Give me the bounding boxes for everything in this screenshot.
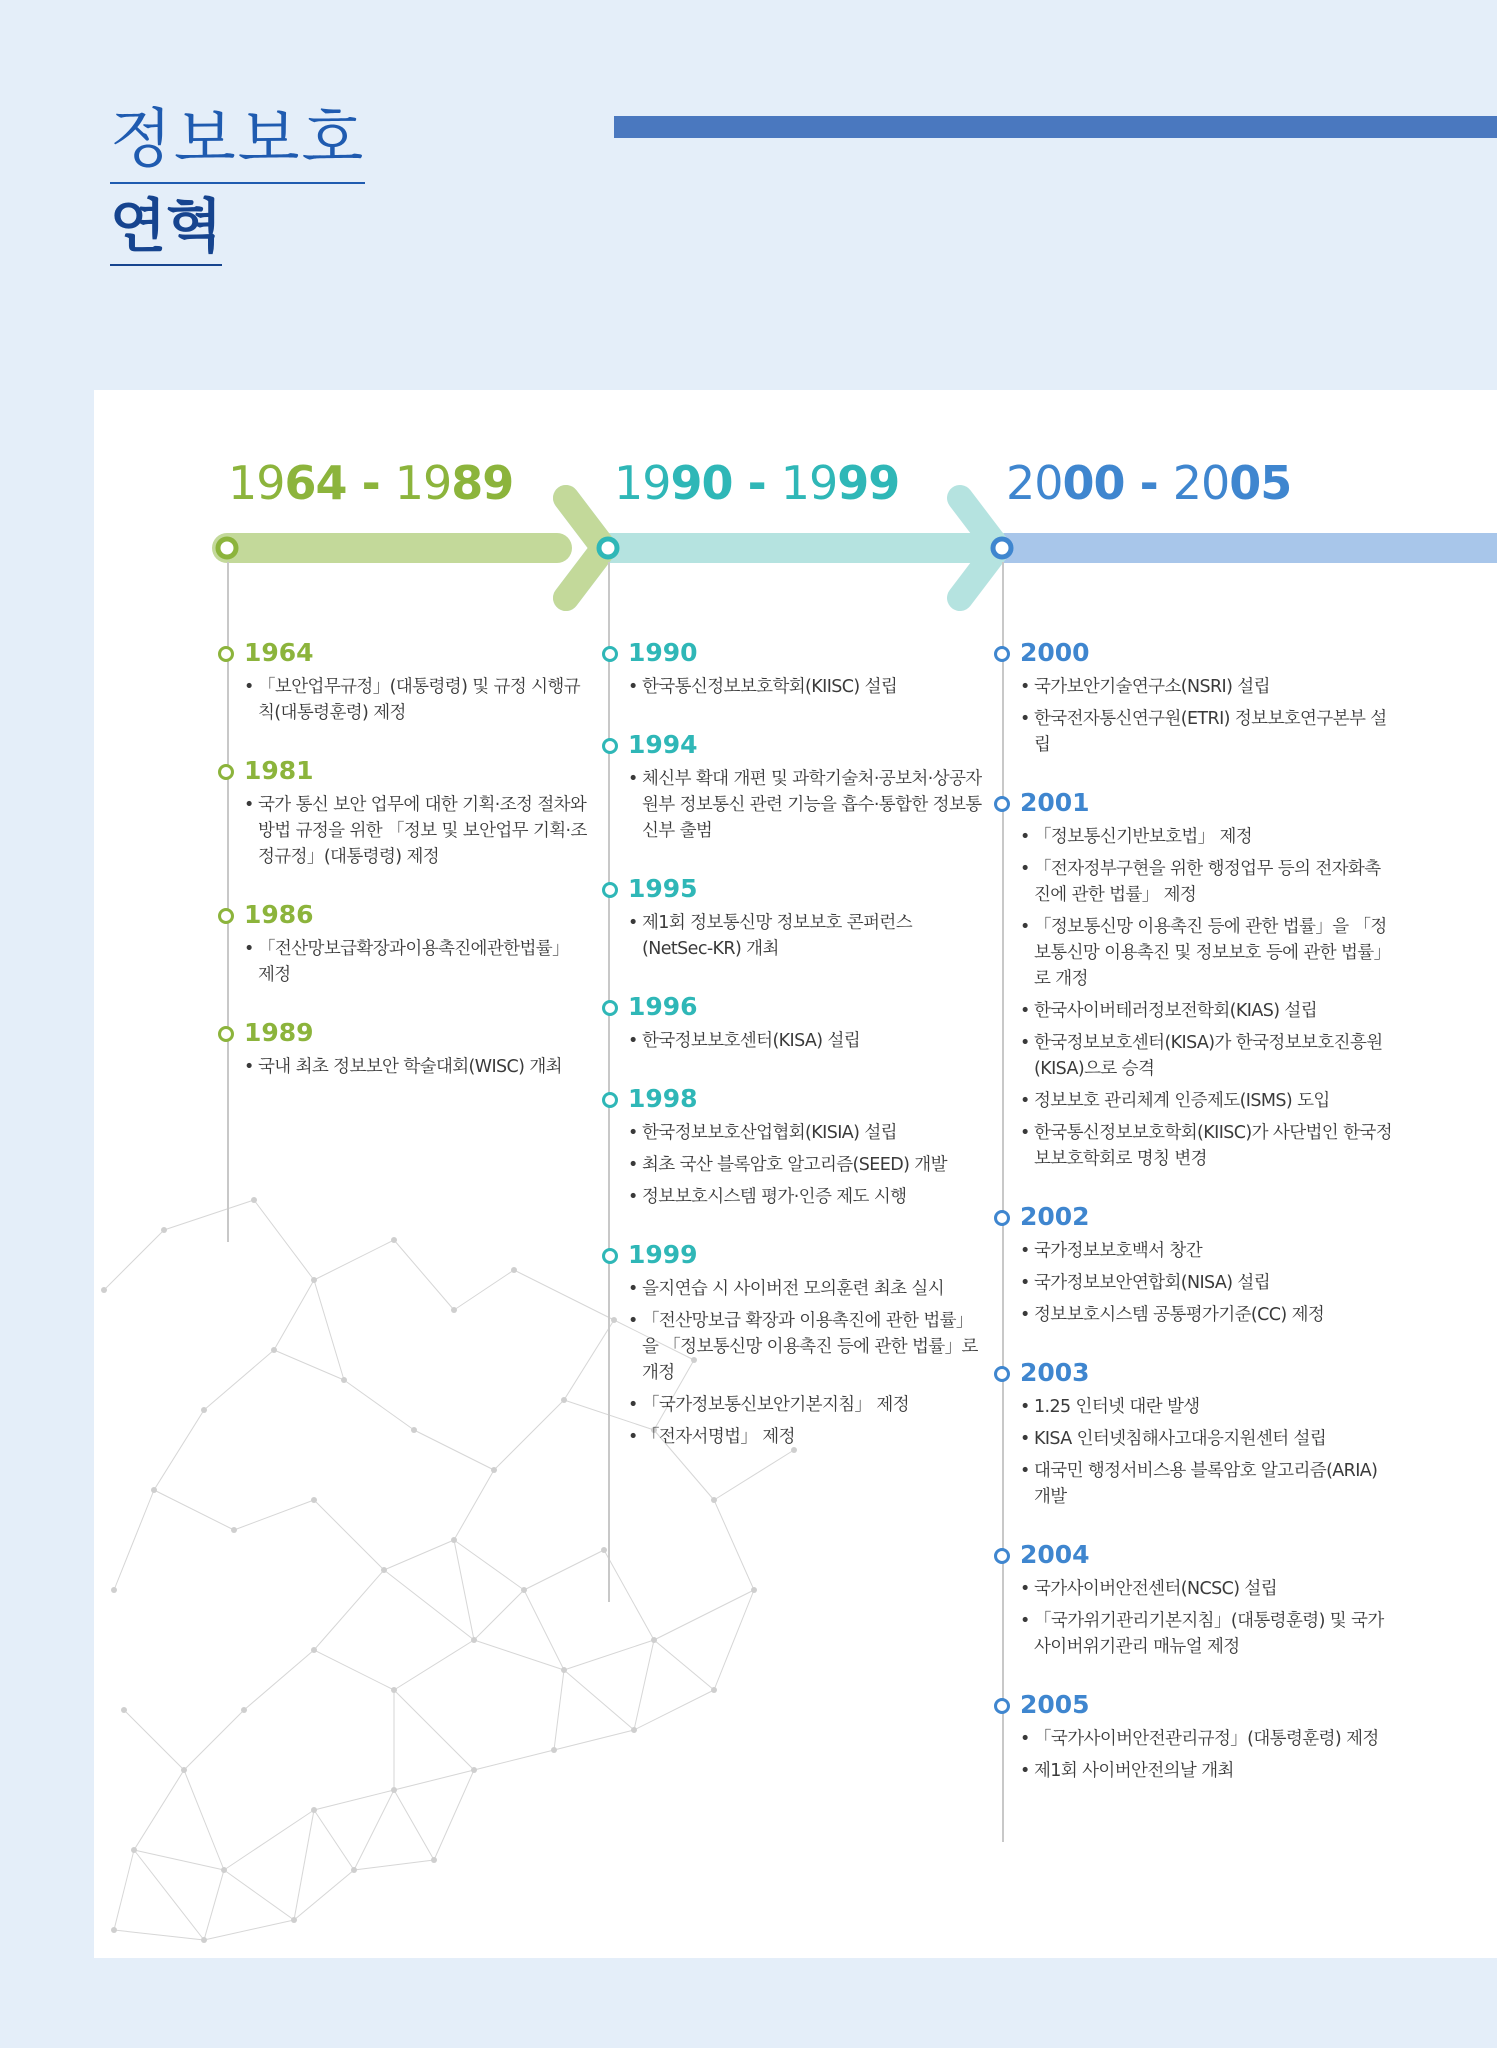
title-line-1: 정보보호 <box>110 100 365 184</box>
list-item: • 「국가사이버안전관리규정」(대통령훈령) 제정 <box>1020 1726 1394 1752</box>
list-item: • 「국가위기관리기본지침」(대통령훈령) 및 국가사이버위기관리 매뉴얼 제정 <box>1020 1608 1394 1660</box>
entry-list <box>994 1394 1394 1510</box>
list-item: • 한국정보보호센터(KISA)가 한국정보보호진흥원(KISA)으로 승격 <box>1020 1030 1394 1082</box>
list-item: • 국가보안기술연구소(NSRI) 설립 <box>1020 674 1394 700</box>
entry-year: 1981 <box>218 756 588 786</box>
entry-list <box>602 1120 982 1210</box>
timeline-entry <box>994 1690 1394 1784</box>
timeline-entry <box>602 638 982 700</box>
list-item: • 한국통신정보보호학회(KIISC)가 사단법인 한국정보보호학회로 명칭 변경 <box>1020 1120 1394 1172</box>
entry-list <box>218 936 588 988</box>
node-1-icon <box>218 539 236 557</box>
list-item: • 한국정보보호센터(KISA) 설립 <box>628 1028 982 1054</box>
entry-year: 2003 <box>994 1358 1394 1388</box>
band-segment-3 <box>994 533 1497 563</box>
list-item: • 「전산망보급확장과이용촉진에관한법률」 제정 <box>244 936 588 988</box>
list-item: • 제1회 정보통신망 정보보호 콘퍼런스 (NetSec-KR) 개최 <box>628 910 982 962</box>
timeline-entry <box>602 1240 982 1450</box>
entry-list <box>602 766 982 844</box>
header-accent-bar <box>614 116 1497 138</box>
list-item: • 제1회 사이버안전의날 개최 <box>1020 1758 1394 1784</box>
entry-list <box>602 674 982 700</box>
timeline-entry <box>218 756 588 870</box>
entry-year: 2002 <box>994 1202 1394 1232</box>
list-item: • 한국전자통신연구원(ETRI) 정보보호연구본부 설립 <box>1020 706 1394 758</box>
entry-list <box>218 792 588 870</box>
title-line-2: 연혁 <box>110 188 222 266</box>
timeline-entry <box>602 1084 982 1210</box>
list-item: • 「국가정보통신보안기본지침」 제정 <box>628 1392 982 1418</box>
list-item: • 국가정보보안연합회(NISA) 설립 <box>1020 1270 1394 1296</box>
list-item: • 「전산망보급 확장과 이용촉진에 관한 법률」을 「정보통신망 이용촉진 등에 관한 법률」로 개정 <box>628 1308 982 1386</box>
list-item: • 정보보호시스템 공통평가기준(CC) 제정 <box>1020 1302 1394 1328</box>
entry-year: 1998 <box>602 1084 982 1114</box>
list-item: • 한국정보보호산업협회(KISIA) 설립 <box>628 1120 982 1146</box>
node-2-icon <box>599 539 617 557</box>
era-column-1 <box>218 638 588 1110</box>
node-3-icon <box>993 539 1011 557</box>
entry-list <box>218 1054 588 1080</box>
list-item: • 「정보통신기반보호법」 제정 <box>1020 824 1394 850</box>
entry-list <box>994 824 1394 1172</box>
list-item: • 국내 최초 정보보안 학술대회(WISC) 개최 <box>244 1054 588 1080</box>
timeline-entry <box>994 1358 1394 1510</box>
timeline-entry <box>218 1018 588 1080</box>
entry-year: 1996 <box>602 992 982 1022</box>
list-item: • 「전자서명법」 제정 <box>628 1424 982 1450</box>
era-heading-1: 1964 - 1989 <box>228 456 514 510</box>
timeline-entry <box>218 900 588 988</box>
timeline-entry <box>602 992 982 1054</box>
list-item: • 국가 통신 보안 업무에 대한 기획·조정 절차와 방법 규정을 위한 「정보 및 보안업무 기획·조정규정」(대통령령) 제정 <box>244 792 588 870</box>
list-item: • 정보보호시스템 평가·인증 제도 시행 <box>628 1184 982 1210</box>
timeline-arrow-band <box>94 390 1497 630</box>
era-heading-3: 2000 - 2005 <box>1006 456 1292 510</box>
timeline-entry <box>602 874 982 962</box>
entry-list <box>994 1576 1394 1660</box>
entry-list <box>218 674 588 726</box>
entry-year: 1994 <box>602 730 982 760</box>
list-item: • 한국통신정보보호학회(KIISC) 설립 <box>628 674 982 700</box>
entry-year: 1986 <box>218 900 588 930</box>
list-item: • 대국민 행정서비스용 블록암호 알고리즘(ARIA) 개발 <box>1020 1458 1394 1510</box>
list-item: • 국가사이버안전센터(NCSC) 설립 <box>1020 1576 1394 1602</box>
entry-year: 1989 <box>218 1018 588 1048</box>
entry-list <box>602 910 982 962</box>
list-item: • 「정보통신망 이용촉진 등에 관한 법률」을 「정보통신망 이용촉진 및 정보보호 등에 관한 법률」로 개정 <box>1020 914 1394 992</box>
entry-list <box>994 674 1394 758</box>
timeline-entry <box>994 1540 1394 1660</box>
timeline-entry <box>602 730 982 844</box>
timeline-entry <box>218 638 588 726</box>
list-item: • 체신부 확대 개편 및 과학기술처·공보처·상공자원부 정보통신 관련 기능을 흡수·통합한 정보통신부 출범 <box>628 766 982 844</box>
page-title <box>110 100 365 266</box>
timeline-entry <box>994 638 1394 758</box>
era-column-3 <box>994 638 1394 1814</box>
entry-year: 1999 <box>602 1240 982 1270</box>
entry-year: 1995 <box>602 874 982 904</box>
entry-year: 2000 <box>994 638 1394 668</box>
list-item: • 한국사이버테러정보전학회(KIAS) 설립 <box>1020 998 1394 1024</box>
entry-list <box>994 1726 1394 1784</box>
era-column-2 <box>602 638 982 1480</box>
list-item: • 「보안업무규정」(대통령령) 및 규정 시행규칙(대통령훈령) 제정 <box>244 674 588 726</box>
list-item: • 「전자정부구현을 위한 행정업무 등의 전자화촉진에 관한 법률」 제정 <box>1020 856 1394 908</box>
list-item: • KISA 인터넷침해사고대응지원센터 설립 <box>1020 1426 1394 1452</box>
entry-year: 2005 <box>994 1690 1394 1720</box>
list-item: • 국가정보보호백서 창간 <box>1020 1238 1394 1264</box>
entry-year: 1990 <box>602 638 982 668</box>
timeline-panel <box>94 390 1497 1958</box>
list-item: • 1.25 인터넷 대란 발생 <box>1020 1394 1394 1420</box>
timeline-entry <box>994 788 1394 1172</box>
band-segment-1 <box>212 533 572 563</box>
list-item: • 최초 국산 블록암호 알고리즘(SEED) 개발 <box>628 1152 982 1178</box>
entry-list <box>602 1276 982 1450</box>
entry-year: 2004 <box>994 1540 1394 1570</box>
list-item: • 정보보호 관리체계 인증제도(ISMS) 도입 <box>1020 1088 1394 1114</box>
list-item: • 을지연습 시 사이버전 모의훈련 최초 실시 <box>628 1276 982 1302</box>
entry-year: 2001 <box>994 788 1394 818</box>
band-segment-2 <box>604 533 1004 563</box>
era-heading-2: 1990 - 1999 <box>614 456 900 510</box>
entry-list <box>994 1238 1394 1328</box>
timeline-entry <box>994 1202 1394 1328</box>
entry-year: 1964 <box>218 638 588 668</box>
entry-list <box>602 1028 982 1054</box>
